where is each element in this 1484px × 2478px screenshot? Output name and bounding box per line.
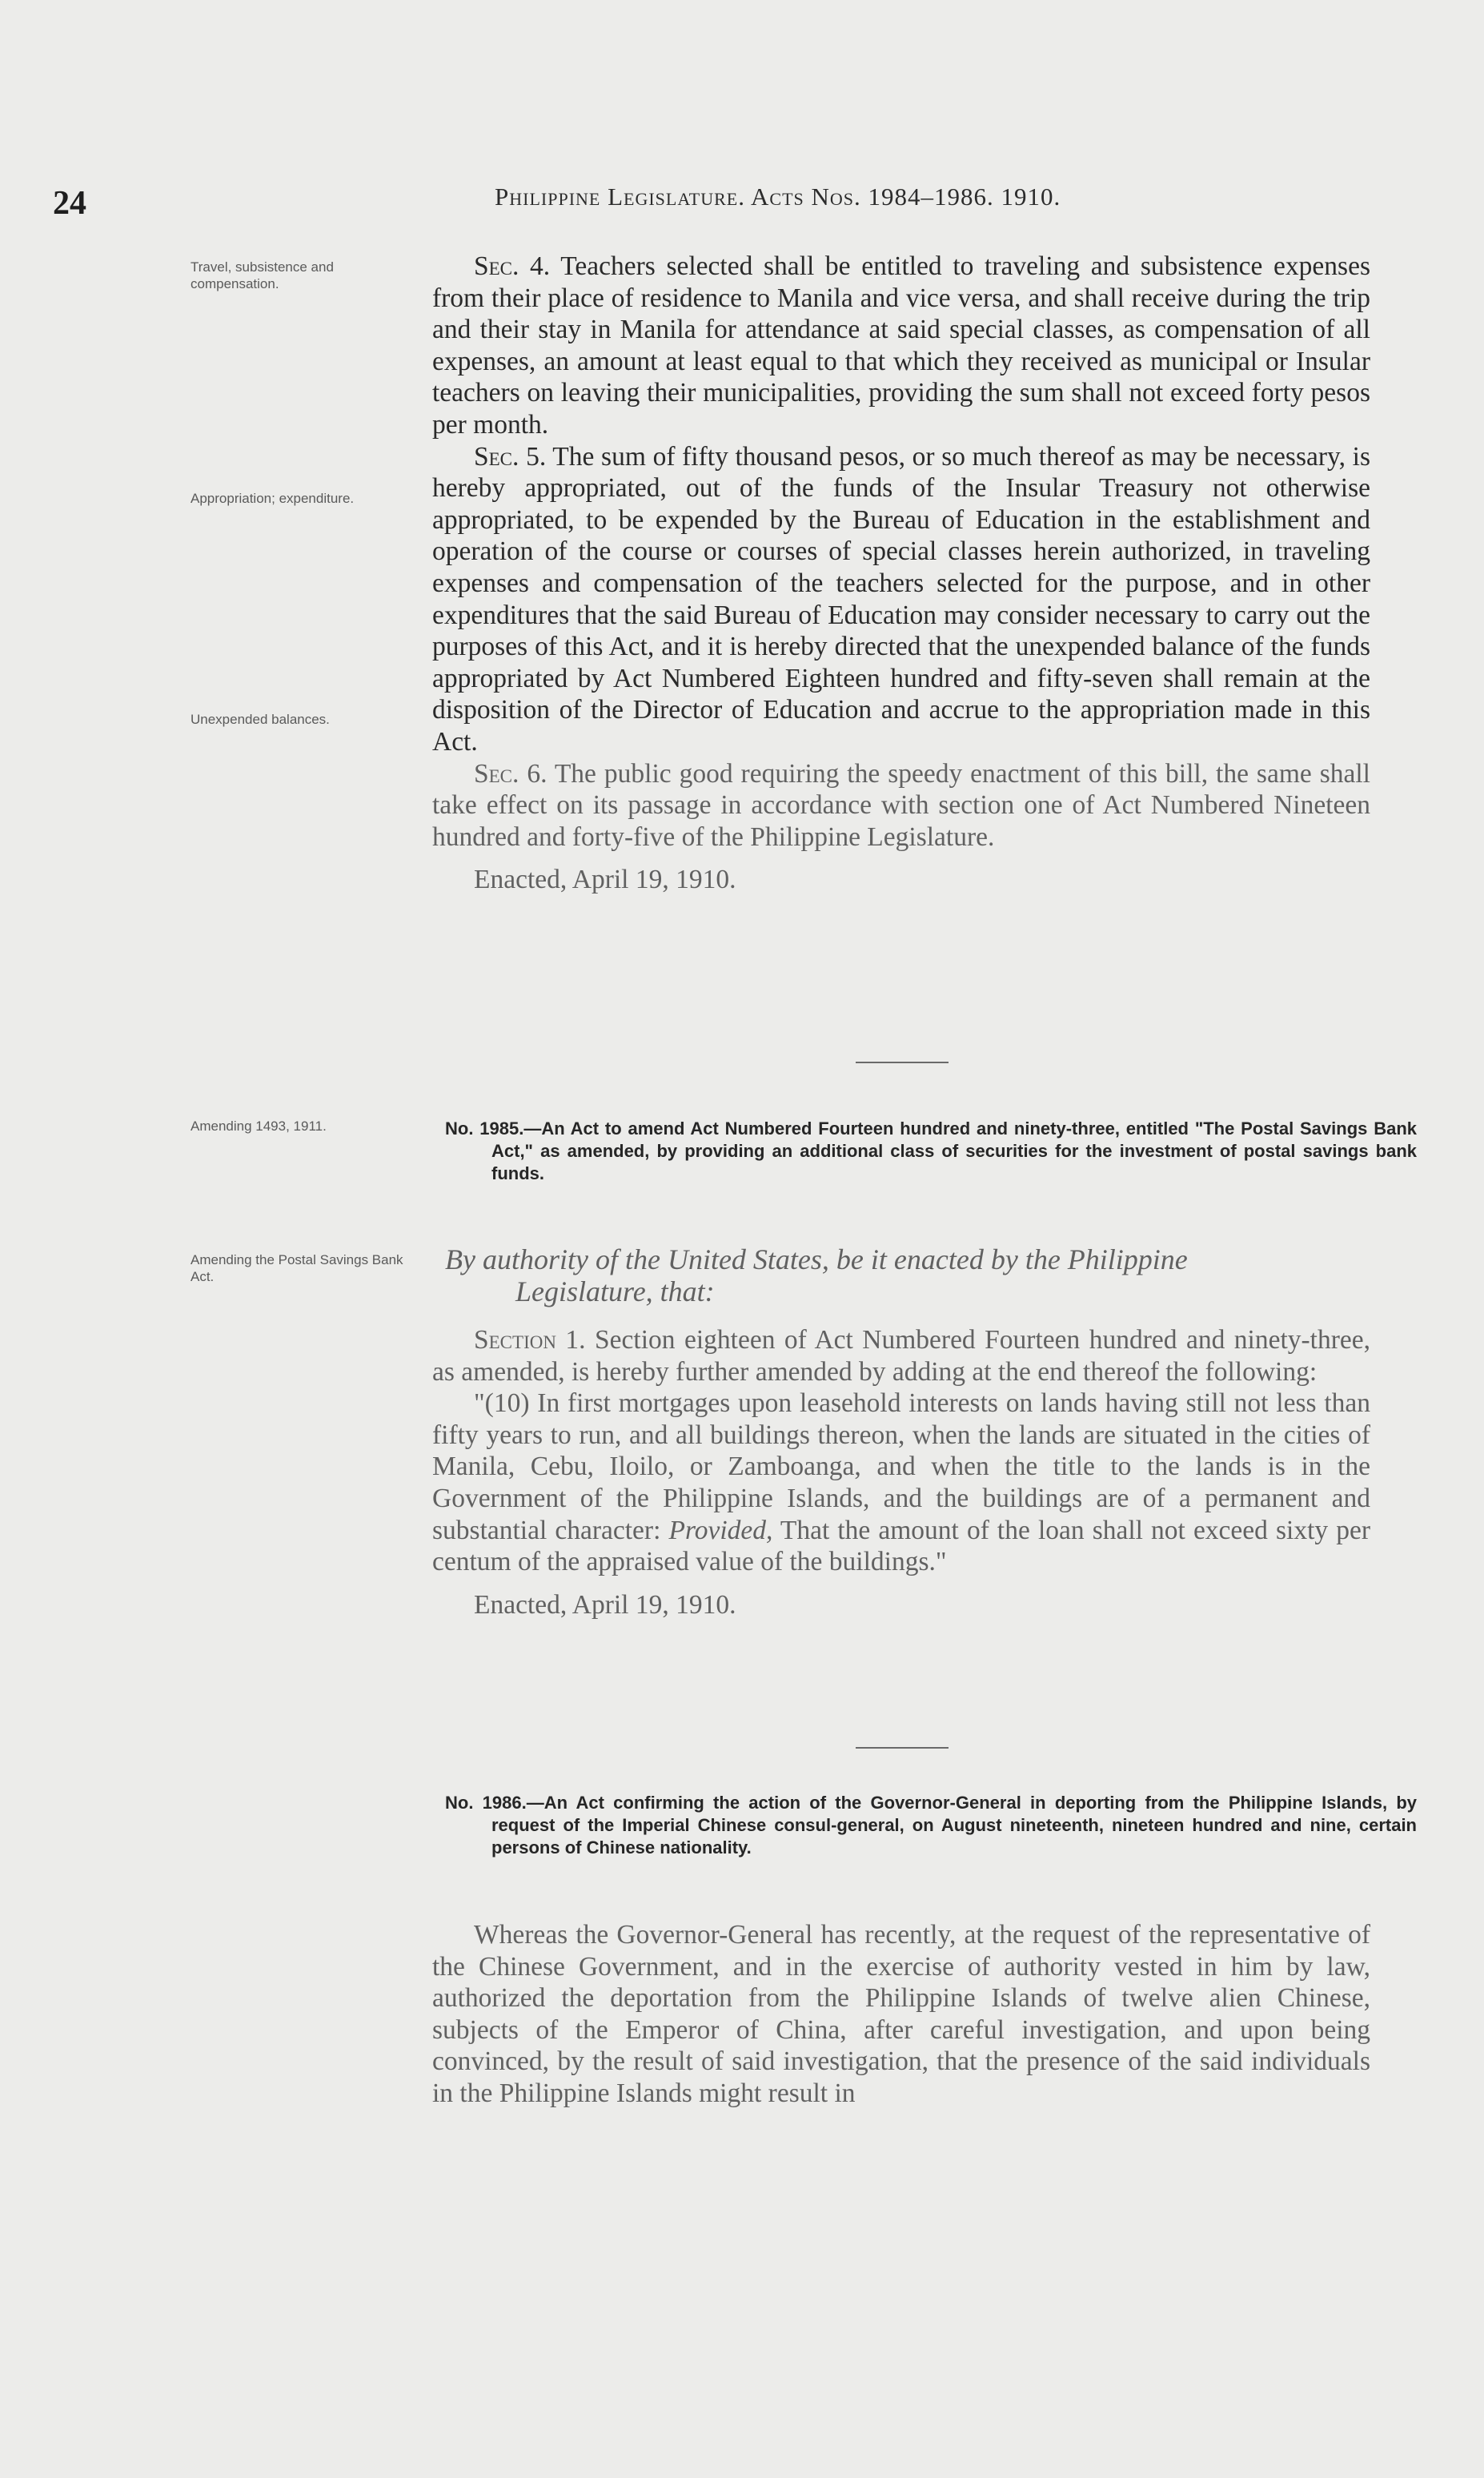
quoted-amendment-proviso: Provided, xyxy=(668,1515,773,1545)
section-5-text: The sum of fifty thousand pesos, or so much thereof as may be necessary, is hereby appropriated, out of the funds of the Insular Treasury not otherwise appropriated, to be expended by the Bureau of Education in the establishment and operation of the course or courses of special classes herein authorized, in traveling expenses and compensation of the teachers selected for the purpose, and in other expenditures that the said Bureau of Education may consider necessary to carry out the purposes of this Act, and it is hereby directed that the unexpended balance of the funds appropriated by Act Numbered Eighteen hundred and fifty-seven shall remain at the disposition of the Director of Education and accrue to the appropriation made in this Act. xyxy=(432,441,1370,757)
act-1985-number: No. 1985. xyxy=(445,1119,524,1139)
enacting-clause-line-2: Legislature, that: xyxy=(515,1275,715,1307)
quoted-amendment-text-1: "(10) In first mortgages upon leasehold interests on lands having still not less than fifty years to run, and all buildings thereon, when the lands are situated in the cities of Manila, Cebu, Iloilo, or Zamboanga, and when the title to the lands is in the Government of the Philippine Islands, and the buildings are of a permanent and substantial character: xyxy=(432,1388,1370,1545)
preamble-text: Whereas the Governor-General has recently, at the request of the representative of the Chinese Government, and in the exercise of authority vested in him by law, authorized the deportation from the Philippine Islands of twelve alien Chinese, subjects of the Emperor of China, after careful investigation, and upon being convinced, by the result of said investigation, that the presence of the said individuals in the Philippine Islands might result in xyxy=(432,1920,1370,2108)
section-4 xyxy=(432,251,1370,441)
act-1986-title-text: —An Act confirming the action of the Governor-General in deporting from the Philippine Islands, by request of the Imperial Chinese consul-general, on August nineteenth, nineteen hundred and nine, certain persons of Chinese nationality. xyxy=(491,1793,1417,1857)
section-5 xyxy=(432,441,1370,758)
margin-note-amending-act: Amending the Postal Savings Bank Act. xyxy=(191,1252,403,1284)
margin-note-appropriation: Appropriation; expenditure. xyxy=(191,491,355,506)
act-1986-title xyxy=(445,1792,1417,1859)
act-1984-enacted: Enacted, April 19, 1910. xyxy=(474,865,736,895)
section-6 xyxy=(432,758,1370,853)
act-1985-title xyxy=(445,1118,1417,1185)
section-5-label: Sec. 5. xyxy=(474,441,547,472)
act-1984-sections xyxy=(432,251,1370,896)
act-1985-title-text: —An Act to amend Act Numbered Fourteen hundred and ninety-three, entitled "The Postal Savings Bank Act," as amended, by providing an additional class of securities for the investment of postal savings bank funds. xyxy=(491,1119,1417,1183)
section-4-text: Teachers selected shall be entitled to traveling and subsistence expenses from their place of residence to Manila and vice versa, and shall receive during the trip and their stay in Manila for attendance at said special classes, as compensation of all expenses, an amount at least equal to that which they received as municipal or Insular teachers on leaving their municipalities, providing the sum shall not exceed forty pesos per month. xyxy=(432,251,1370,440)
section-1 xyxy=(432,1324,1370,1388)
enacting-clause-line-1: By authority of the United States, be it enacted by the Philippine xyxy=(445,1243,1188,1275)
divider-rule xyxy=(856,1062,949,1063)
section-6-text: The public good requiring the speedy enactment of this bill, the same shall take effect on its passage in accordance with section one of Act Numbered Nineteen hundred and forty-five of the Philippine Legislature. xyxy=(432,758,1370,852)
quoted-amendment-text-2: That the amount of the loan shall not exceed sixty per centum of the appraised value of the buildings." xyxy=(432,1515,1371,1577)
act-1986-preamble xyxy=(432,1919,1370,2110)
section-1-text: Section eighteen of Act Numbered Fourteen hundred and ninety-three, as amended, is hereby further amended by adding at the end thereof the following: xyxy=(432,1325,1371,1387)
margin-note-travel: Travel, subsistence and compensation. xyxy=(191,259,334,291)
act-1985-enacted: Enacted, April 19, 1910. xyxy=(474,1589,736,1620)
section-6-label: Sec. 6. xyxy=(474,758,547,789)
running-head: Philippine Legislature. Acts Nos. 1984–1986. 1910. xyxy=(495,183,1061,211)
margin-note-unexpended: Unexpended balances. xyxy=(191,712,330,727)
enacting-clause xyxy=(445,1243,1374,1307)
act-1985-sections xyxy=(432,1324,1370,1621)
margin-note-amending-ref: Amending 1493, 1911. xyxy=(191,1119,327,1134)
act-1986-number: No. 1986. xyxy=(445,1793,527,1813)
divider-rule xyxy=(856,1747,949,1749)
section-1-label: Section 1. xyxy=(474,1325,586,1355)
page-number: 24 xyxy=(53,185,86,222)
quoted-amendment xyxy=(432,1388,1370,1578)
section-4-label: Sec. 4. xyxy=(474,251,551,281)
